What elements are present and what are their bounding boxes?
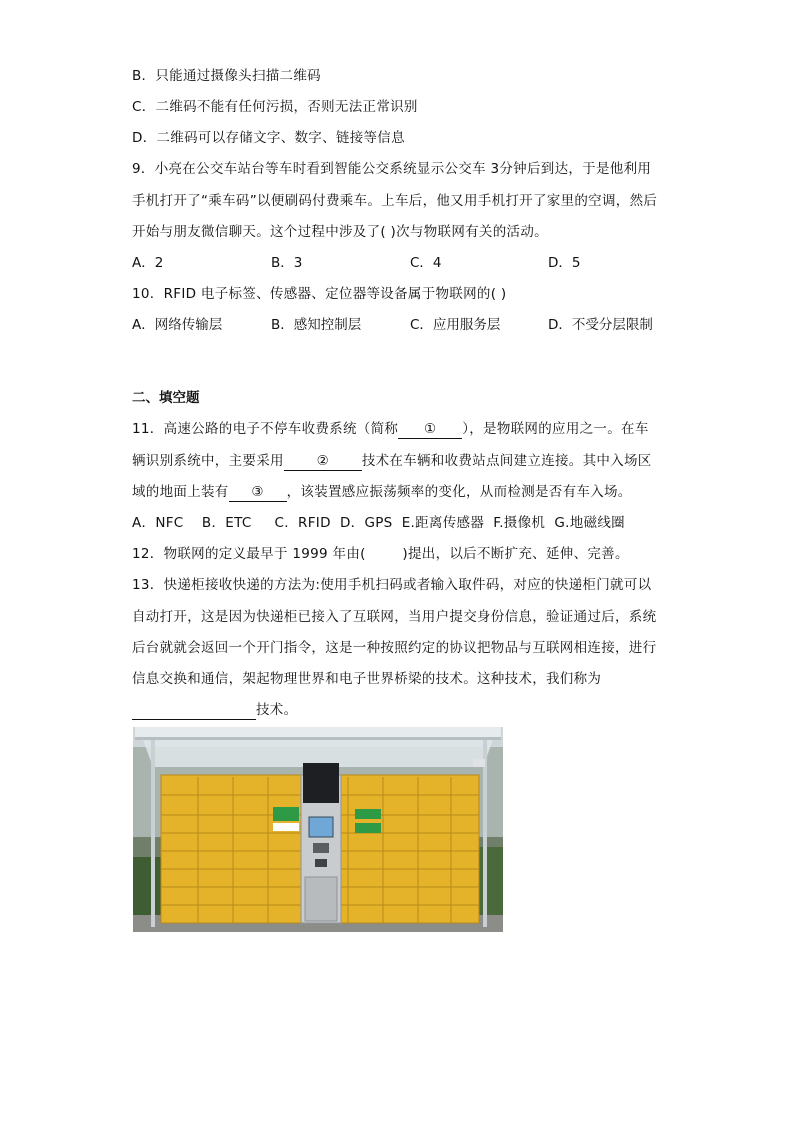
q13-blank [132,701,256,720]
q11-line-1 [132,419,649,439]
parcel-locker-photo [133,727,503,932]
q13-line-5 [132,700,297,720]
q9-option-d: D．5 [548,255,581,271]
q9-line-1: 9．小亮在公交车站台等车时看到智能公交系统显示公交车 3分钟后到达，于是他利用 [132,161,652,177]
q9-option-b: B．3 [271,255,303,271]
q11-options: A．NFC B．ETC C．RFID D．GPS E.距离传感器 F.摄像机 G.地磁线圈 [132,515,625,531]
q11-blank-1: ① [398,420,462,439]
q11-line-2-b: 技术在车辆和收费站点间建立连接。其中入场区 [361,453,652,469]
q9-option-a: A．2 [132,255,164,271]
q13-line-4: 信息交换和通信，架起物理世界和电子世界桥梁的技术。这种技术，我们称为 [132,671,602,687]
q11-line-3 [132,482,632,502]
q11-blank-3: ③ [229,483,287,502]
q8-option-b: B．只能通过摄像头扫描二维码 [132,68,321,84]
q11-line-3-b: ，该装置感应振荡频率的变化，从而检测是否有车入场。 [286,484,632,500]
q11-line-1-a: 11．高速公路的电子不停车收费系统（简称 [132,421,399,437]
parcel-locker-illustration [133,727,503,932]
q12-text: 12．物联网的定义最早于 1999 年由( )提出，以后不断扩充、延伸、完善。 [132,546,629,562]
q11-line-3-a: 域的地面上装有 [132,484,229,500]
q9-line-2: 手机打开了“乘车码”以便刷码付费乘车。上车后，他又用手机打开了家里的空调，然后 [132,193,658,209]
q9-line-3: 开始与朋友微信聊天。这个过程中涉及了( )次与物联网有关的活动。 [132,224,548,240]
q11-line-1-b: ），是物联网的应用之一。在车 [462,421,649,437]
q13-line-5-suffix: 技术。 [256,702,298,718]
q13-line-1: 13．快递柜接收快递的方法为:使用手机扫码或者输入取件码，对应的快递柜门就可以 [132,577,652,593]
q11-line-2 [132,451,652,471]
q10-stem: 10．RFID 电子标签、传感器、定位器等设备属于物联网的( ) [132,286,507,302]
q8-option-d: D．二维码可以存储文字、数字、链接等信息 [132,130,405,146]
q11-blank-2: ② [284,452,362,471]
q9-option-c: C．4 [410,255,442,271]
q13-line-3: 后台就就会返回一个开门指令，这是一种按照约定的协议把物品与互联网相连接，进行 [132,640,657,656]
section-title: 二、填空题 [132,390,200,406]
q10-option-b: B．感知控制层 [271,317,362,333]
q13-line-2: 自动打开，这是因为快递柜已接入了互联网，当用户提交身份信息，验证通过后，系统 [132,609,657,625]
q8-option-c: C．二维码不能有任何污损，否则无法正常识别 [132,99,418,115]
q10-option-a: A．网络传输层 [132,317,223,333]
q10-option-c: C．应用服务层 [410,317,501,333]
q10-option-d: D．不受分层限制 [548,317,653,333]
q11-line-2-a: 辆识别系统中，主要采用 [132,453,284,469]
